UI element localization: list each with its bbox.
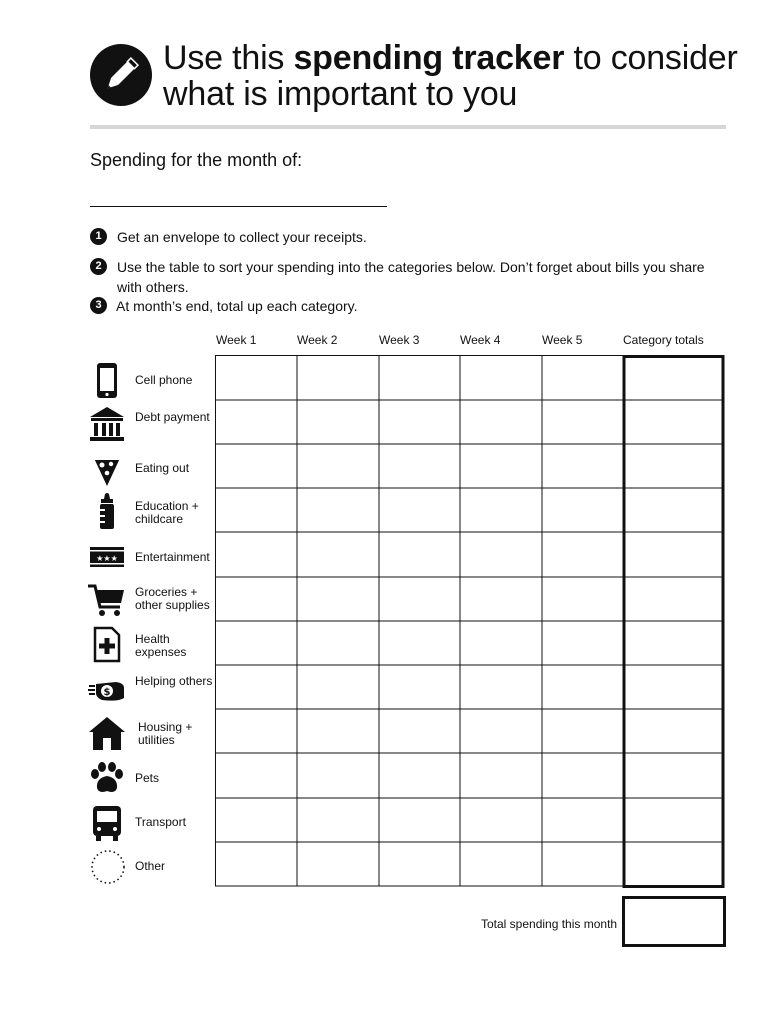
month-label: Spending for the month of: bbox=[90, 150, 303, 170]
bus-icon bbox=[88, 803, 126, 843]
step-text: Get an envelope to collect your receipts. bbox=[117, 229, 367, 245]
svg-text:★★★: ★★★ bbox=[96, 554, 118, 563]
category-label: Eating out bbox=[135, 461, 190, 475]
ticket-icon bbox=[88, 537, 126, 577]
column-header-week-1: Week 1 bbox=[216, 333, 257, 347]
spending-table bbox=[215, 355, 727, 896]
cell-phone-icon bbox=[88, 361, 126, 401]
category-label: Entertainment bbox=[135, 550, 210, 564]
category-label: Helping others bbox=[135, 674, 213, 688]
pizza-slice-icon bbox=[88, 450, 126, 490]
category-label: Other bbox=[135, 859, 166, 873]
hand-money-icon bbox=[88, 668, 126, 708]
pencil-icon bbox=[90, 44, 152, 106]
step-number: 2 bbox=[90, 258, 107, 275]
paw-icon bbox=[88, 758, 126, 798]
step-text: Use the table to sort your spending into the categories below. Don’t forget about bills you share with others. bbox=[117, 259, 705, 295]
column-header-week-3: Week 3 bbox=[379, 333, 420, 347]
medical-document-icon bbox=[88, 625, 126, 665]
category-label: Cell phone bbox=[135, 373, 193, 387]
house-icon bbox=[88, 714, 126, 754]
column-header-week-2: Week 2 bbox=[297, 333, 338, 347]
total-spending-label: Total spending this month bbox=[481, 917, 618, 931]
column-header-category-totals: Category totals bbox=[623, 333, 704, 347]
step-number: 1 bbox=[90, 228, 107, 245]
category-label: Groceries + other supplies bbox=[135, 585, 210, 612]
divider bbox=[90, 125, 726, 129]
month-input-line[interactable] bbox=[90, 206, 387, 207]
category-label: Pets bbox=[135, 771, 160, 785]
table-grid bbox=[215, 355, 723, 886]
category-label: Transport bbox=[135, 815, 186, 829]
category-label: Housing + utilities bbox=[138, 720, 193, 747]
column-header-week-4: Week 4 bbox=[460, 333, 501, 347]
category-label: Health expenses bbox=[135, 632, 187, 659]
column-header-week-5: Week 5 bbox=[542, 333, 583, 347]
bank-icon bbox=[88, 404, 126, 444]
page-title: Use this spending tracker to consider what is important to you bbox=[163, 39, 738, 113]
dotted-circle-icon bbox=[88, 847, 126, 887]
category-label: Debt payment bbox=[135, 410, 210, 424]
step-text: At month’s end, total up each category. bbox=[116, 298, 358, 314]
step-number: 3 bbox=[90, 297, 107, 314]
svg-text:$: $ bbox=[103, 687, 111, 698]
shopping-cart-icon bbox=[88, 580, 126, 620]
total-spending-box[interactable] bbox=[622, 896, 726, 947]
baby-bottle-icon bbox=[88, 492, 126, 532]
category-label: Education + childcare bbox=[135, 499, 199, 526]
